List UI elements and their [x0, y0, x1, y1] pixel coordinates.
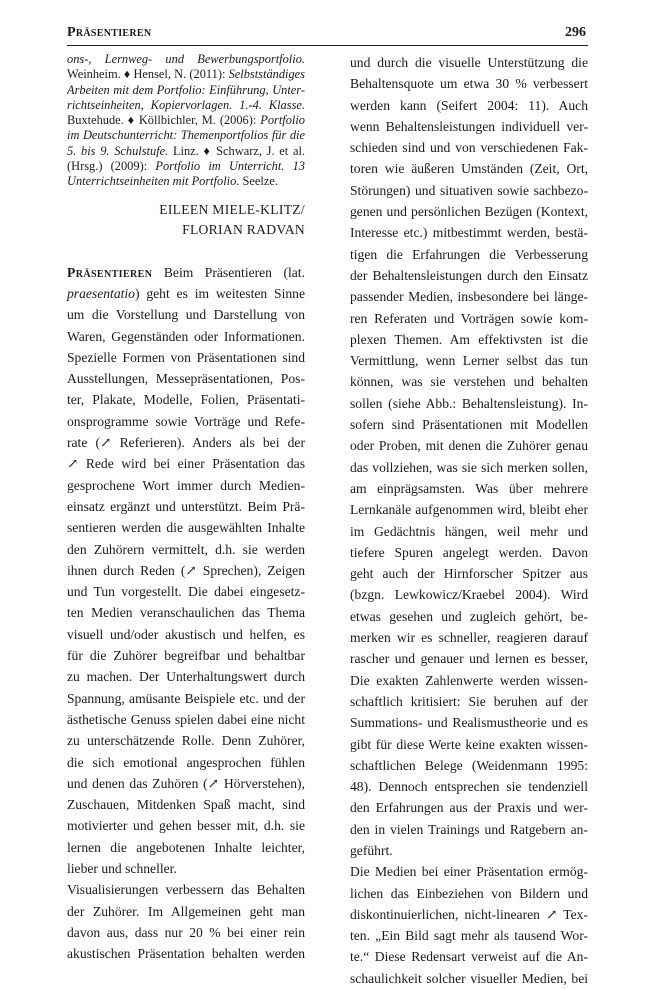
ref-line: Unterrichtseinheiten mit Portfolio. Seelze. [67, 174, 278, 189]
body-line: plexen Themen. Am effektivsten ist die [350, 331, 588, 347]
entry-headword: Präsentieren [67, 264, 153, 280]
body-line: einsatz ergänzt und unterstützt. Beim Prä- [67, 498, 305, 514]
body-line: wenn Behaltensleistungen individuell ver- [350, 118, 588, 134]
body-line: ihnen durch Reden (↗ Sprechen), Zeigen [67, 562, 305, 578]
body-line: onsprogramme sowie Vorträge und Refe- [67, 413, 305, 429]
body-text [67, 262, 305, 965]
body-line: die sich emotional angesprochen fühlen [67, 754, 305, 770]
body-line: gibt für diese Werte keine exakten wissen- [350, 736, 588, 752]
ref-line: richtseinheiten, Kopiervorlagen. 1.-4. Klasse. [67, 97, 305, 112]
body-line: schaulichkeit solcher visueller Medien, bei [350, 970, 588, 986]
body-line: (bzgn. Lewkowicz/Kraebel 2004). Wird [350, 587, 588, 603]
body-line: praesentatio) geht es im weitesten Sinne [67, 285, 305, 301]
body-line: Störungen) und situativen sowie sachbezo- [350, 182, 588, 198]
body-line: oder Proben, mit denen die Zuhörer genau [350, 438, 588, 454]
body-line: gesprochene Wort immer durch Medien- [67, 477, 305, 493]
body-line: davon aus, dass nur 20 % bei einer rein [67, 924, 305, 940]
body-line: geht auch der Hirnforscher Spitzer aus [350, 566, 588, 582]
body-line: Waren, Gegenständen oder Informationen. [67, 328, 305, 344]
body-line: schaftlichen Belege (Weidenmann 1995: [350, 757, 588, 773]
body-line: den Erfahrungen aus der Praxis und wer- [350, 800, 588, 816]
body-line: rascher und genauer und lernen es besser, [350, 651, 588, 667]
running-title: Präsentieren [67, 25, 152, 40]
body-line: Spannung, amüsante Beispiele etc. und der [67, 690, 305, 706]
body-line: etwas gesehen und zugleich gehört, be- [350, 608, 588, 624]
body-line: Visualisierungen verbessern das Behalten [67, 882, 305, 898]
body-line: te.“ Diese Redensart verweist auf die An- [350, 949, 588, 965]
body-line: lichen das Einbeziehen von Bildern und [350, 885, 588, 901]
body-line: Summations- und Realismustheorie und es [350, 715, 588, 731]
body-line: zu unterschätzende Rolle. Denn Zuhörer, [67, 733, 305, 749]
author-line: FLORIAN RADVAN [182, 221, 305, 237]
body-line: Die exakten Zahlenwerte werden wissen- [350, 672, 588, 688]
body-line: ↗ Rede wird bei einer Präsentation das [67, 456, 305, 472]
body-line: im Gedächtnis hängen, weil mehr und [350, 523, 588, 539]
body-line: motivierter und gehen besser mit, d.h. sie [67, 818, 305, 834]
body-line: Spezielle Formen von Präsentationen sind [67, 349, 305, 365]
body-line: ren Referaten und Vorträgen sowie kom- [350, 310, 588, 326]
body-line: diskontinuierlichen, nicht-linearen ↗ Tex- [350, 906, 588, 922]
ref-line: (Hrsg.) (2009): Portfolio im Unterricht. 13 [67, 159, 305, 174]
ref-line: 5. bis 9. Schulstufe. Linz. ♦ Schwarz, J. et al. [67, 143, 305, 158]
body-line: das vollziehen, was sie sich merken sollen, [350, 459, 588, 475]
body-line: tigen die Erfahrungen die Verbesserung [350, 246, 588, 262]
body-line: und Tun vorgestellt. Die dabei eingesetz- [67, 584, 305, 600]
body-line: den in vielen Trainings und Ratgebern an- [350, 821, 588, 837]
body-line: sentieren werden die ausgewählten Inhalte [67, 520, 305, 536]
body-line: visuell und/oder akustisch und helfen, es [67, 626, 305, 642]
body-line: schaftlich kritisiert: Sie beruhen auf der [350, 693, 588, 709]
body-line: Behaltensquote um etwa 30 % verbessert [350, 76, 588, 92]
body-line: lernen die angebotenen Inhalte leichter, [67, 839, 305, 855]
ref-line: Weinheim. ♦ Hensel, N. (2011): Selbstständiges [67, 67, 305, 82]
body-line: ten Medien veranschaulichen das Thema [67, 605, 305, 621]
page-number: 296 [565, 25, 586, 40]
running-header [67, 25, 588, 46]
body-line: der Zuhörer. Im Allgemeinen geht man [67, 903, 305, 919]
body-line: merken wir es schneller, reagieren darauf [350, 630, 588, 646]
body-line: am einprägsamsten. Was über mehrere [350, 480, 588, 496]
body-line: den Zuhörern vermittelt, d.h. sie werden [67, 541, 305, 557]
body-line: ästhetische Genuss spielen dabei eine nicht [67, 711, 305, 727]
ref-line: im Deutschunterricht: Themenportfolios für die [67, 128, 305, 143]
author-line: EILEEN MIELE-KLITZ/ [159, 201, 305, 217]
body-line: Zuschauen, Mitdenken Spaß macht, sind [67, 797, 305, 813]
body-line: sollen (siehe Abb.: Behaltensleistung). In- [350, 395, 588, 411]
body-line: tiefere Spuren angelegt werden. Davon [350, 544, 588, 560]
body-line: sofern sind Präsentationen mit Modellen [350, 417, 588, 433]
body-line: Ausstellungen, Messepräsentationen, Pos- [67, 371, 305, 387]
body-line: Interesse etc.) mitbestimmt werden, bestä- [350, 225, 588, 241]
body-line: ter, Plakate, Modelle, Folien, Präsentati- [67, 392, 305, 408]
body-line: akustischen Präsentation behalten werden [67, 946, 305, 962]
ref-line: Arbeiten mit dem Portfolio: Einführung, Unter- [67, 82, 305, 97]
right-column [350, 52, 588, 989]
body-line: werden kann (Seifert 2004: 11). Auch [350, 97, 588, 113]
body-line: geführt. [350, 842, 393, 858]
author-names [67, 200, 305, 240]
body-line: rate (↗ Referieren). Anders als bei der [67, 435, 305, 451]
bibliography-block [67, 52, 305, 190]
body-line: Die Medien bei einer Präsentation ermög- [350, 864, 588, 880]
ref-line: ons-, Lernweg- und Bewerbungsportfolio. [67, 52, 305, 66]
body-line: Lernkanäle aufgenommen wird, bleibt eher [350, 502, 588, 518]
body-line: toren wie äußeren Umständen (Zeit, Ort, [350, 161, 588, 177]
left-column [67, 52, 305, 964]
ref-line: Buxtehude. ♦ Köllbichler, M. (2006): Portfolio [67, 113, 305, 128]
body-line: um die Vorstellung und Darstellung von [67, 307, 305, 323]
body-line: schieden sind und von verschiedenen Fak- [350, 140, 588, 156]
body-line: zu machen. Der Unterhaltungswert durch [67, 669, 305, 685]
body-line: ten. „Ein Bild sagt mehr als tausend Wor- [350, 928, 588, 944]
body-line: Präsentieren Beim Präsentieren (lat. [67, 264, 305, 280]
body-line: und denen das Zuhören (↗ Hörverstehen), [67, 775, 305, 791]
body-line: und durch die visuelle Unterstützung die [350, 55, 588, 70]
body-line: 48). Dennoch entsprechen sie tendenziell [350, 779, 588, 795]
body-line: können, was sie verstehen und behalten [350, 374, 588, 390]
body-line: passender Medien, insbesondere bei länge- [350, 289, 588, 305]
body-line: Vermittlung, wenn Lerner selbst das tun [350, 353, 588, 369]
body-line: der Behaltensleistungen durch den Einsatz [350, 267, 588, 283]
body-line: lieber und schneller. [67, 860, 177, 876]
body-line: für die Zuhörer begreifbar und behaltbar [67, 648, 305, 664]
body-line: genen und persönlichen Bezügen (Kontext, [350, 204, 588, 220]
